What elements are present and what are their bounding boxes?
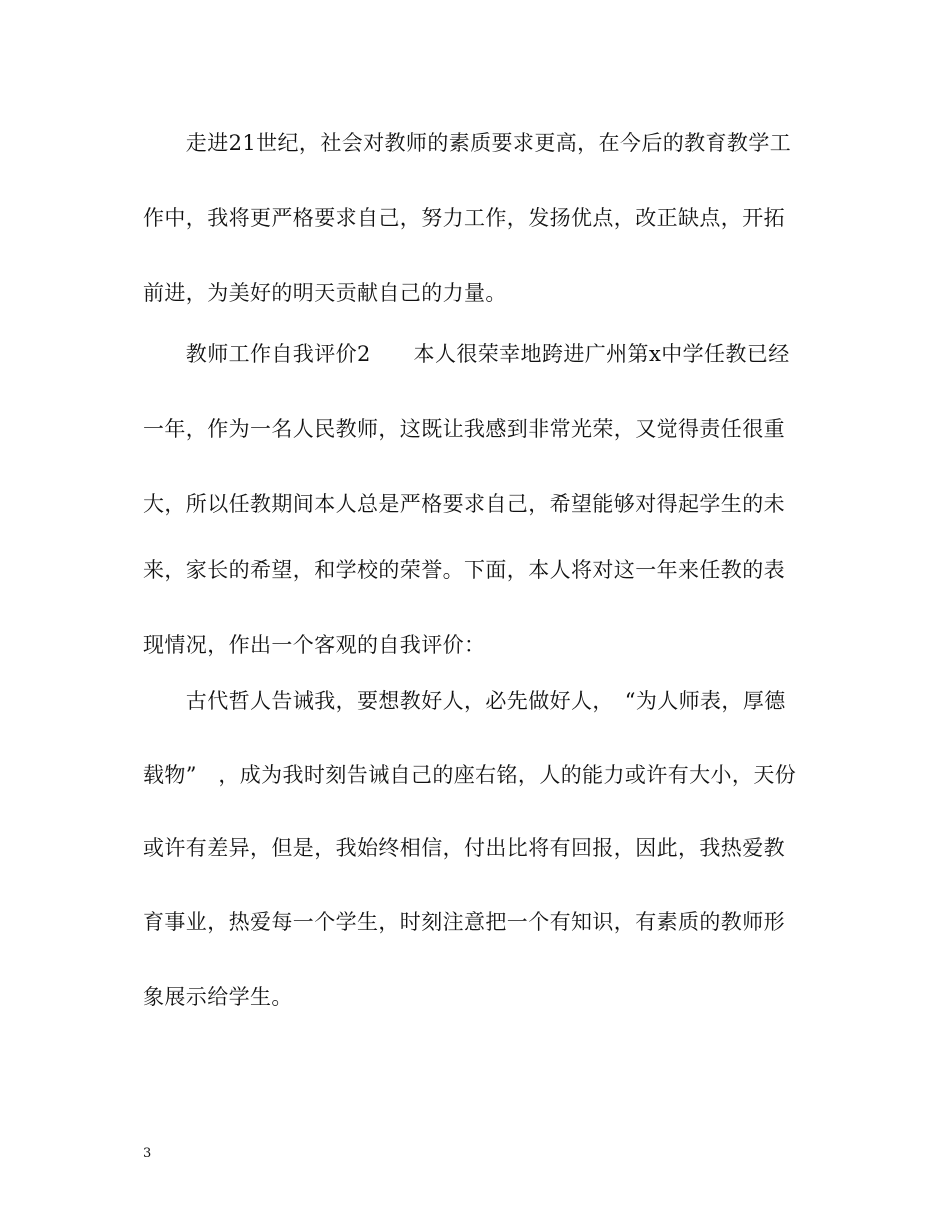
- text-line: 象展示给学生。: [143, 985, 293, 1009]
- text-line: 前进，为美好的明天贡献自己的力量。: [143, 281, 507, 305]
- text-line: 大，所以任教期间本人总是严格要求自己，希望能够对得起学生的未: [143, 492, 785, 516]
- text-line: 或许有差异，但是，我始终相信，付出比将有回报，因此，我热爱教: [143, 836, 785, 860]
- page-number: 3: [143, 1146, 152, 1161]
- text-line: 作中，我将更严格要求自己，努力工作，发扬优点，改正缺点，开拓: [143, 206, 785, 230]
- text-line: 一年，作为一名人民教师，这既让我感到非常光荣，又觉得责任很重: [143, 417, 785, 441]
- text-line: 古代哲人告诫我，要想教好人，必先做好人， “为人师表，厚德: [143, 689, 786, 713]
- text-line: 教师工作自我评价2 本人很荣幸地跨进广州第x中学任教已经: [143, 342, 790, 366]
- text-line: 现情况，作出一个客观的自我评价：: [143, 633, 486, 657]
- text-line: 载物” ，成为我时刻告诫自己的座右铭，人的能力或许有大小，天份: [143, 763, 797, 787]
- text-line: 走进21世纪，社会对教师的素质要求更高，在今后的教育教学工: [143, 131, 792, 155]
- text-line: 来，家长的希望，和学校的荣誉。下面，本人将对这一年来任教的表: [143, 558, 785, 582]
- text-line: 育事业，热爱每一个学生，时刻注意把一个有知识，有素质的教师形: [143, 910, 785, 934]
